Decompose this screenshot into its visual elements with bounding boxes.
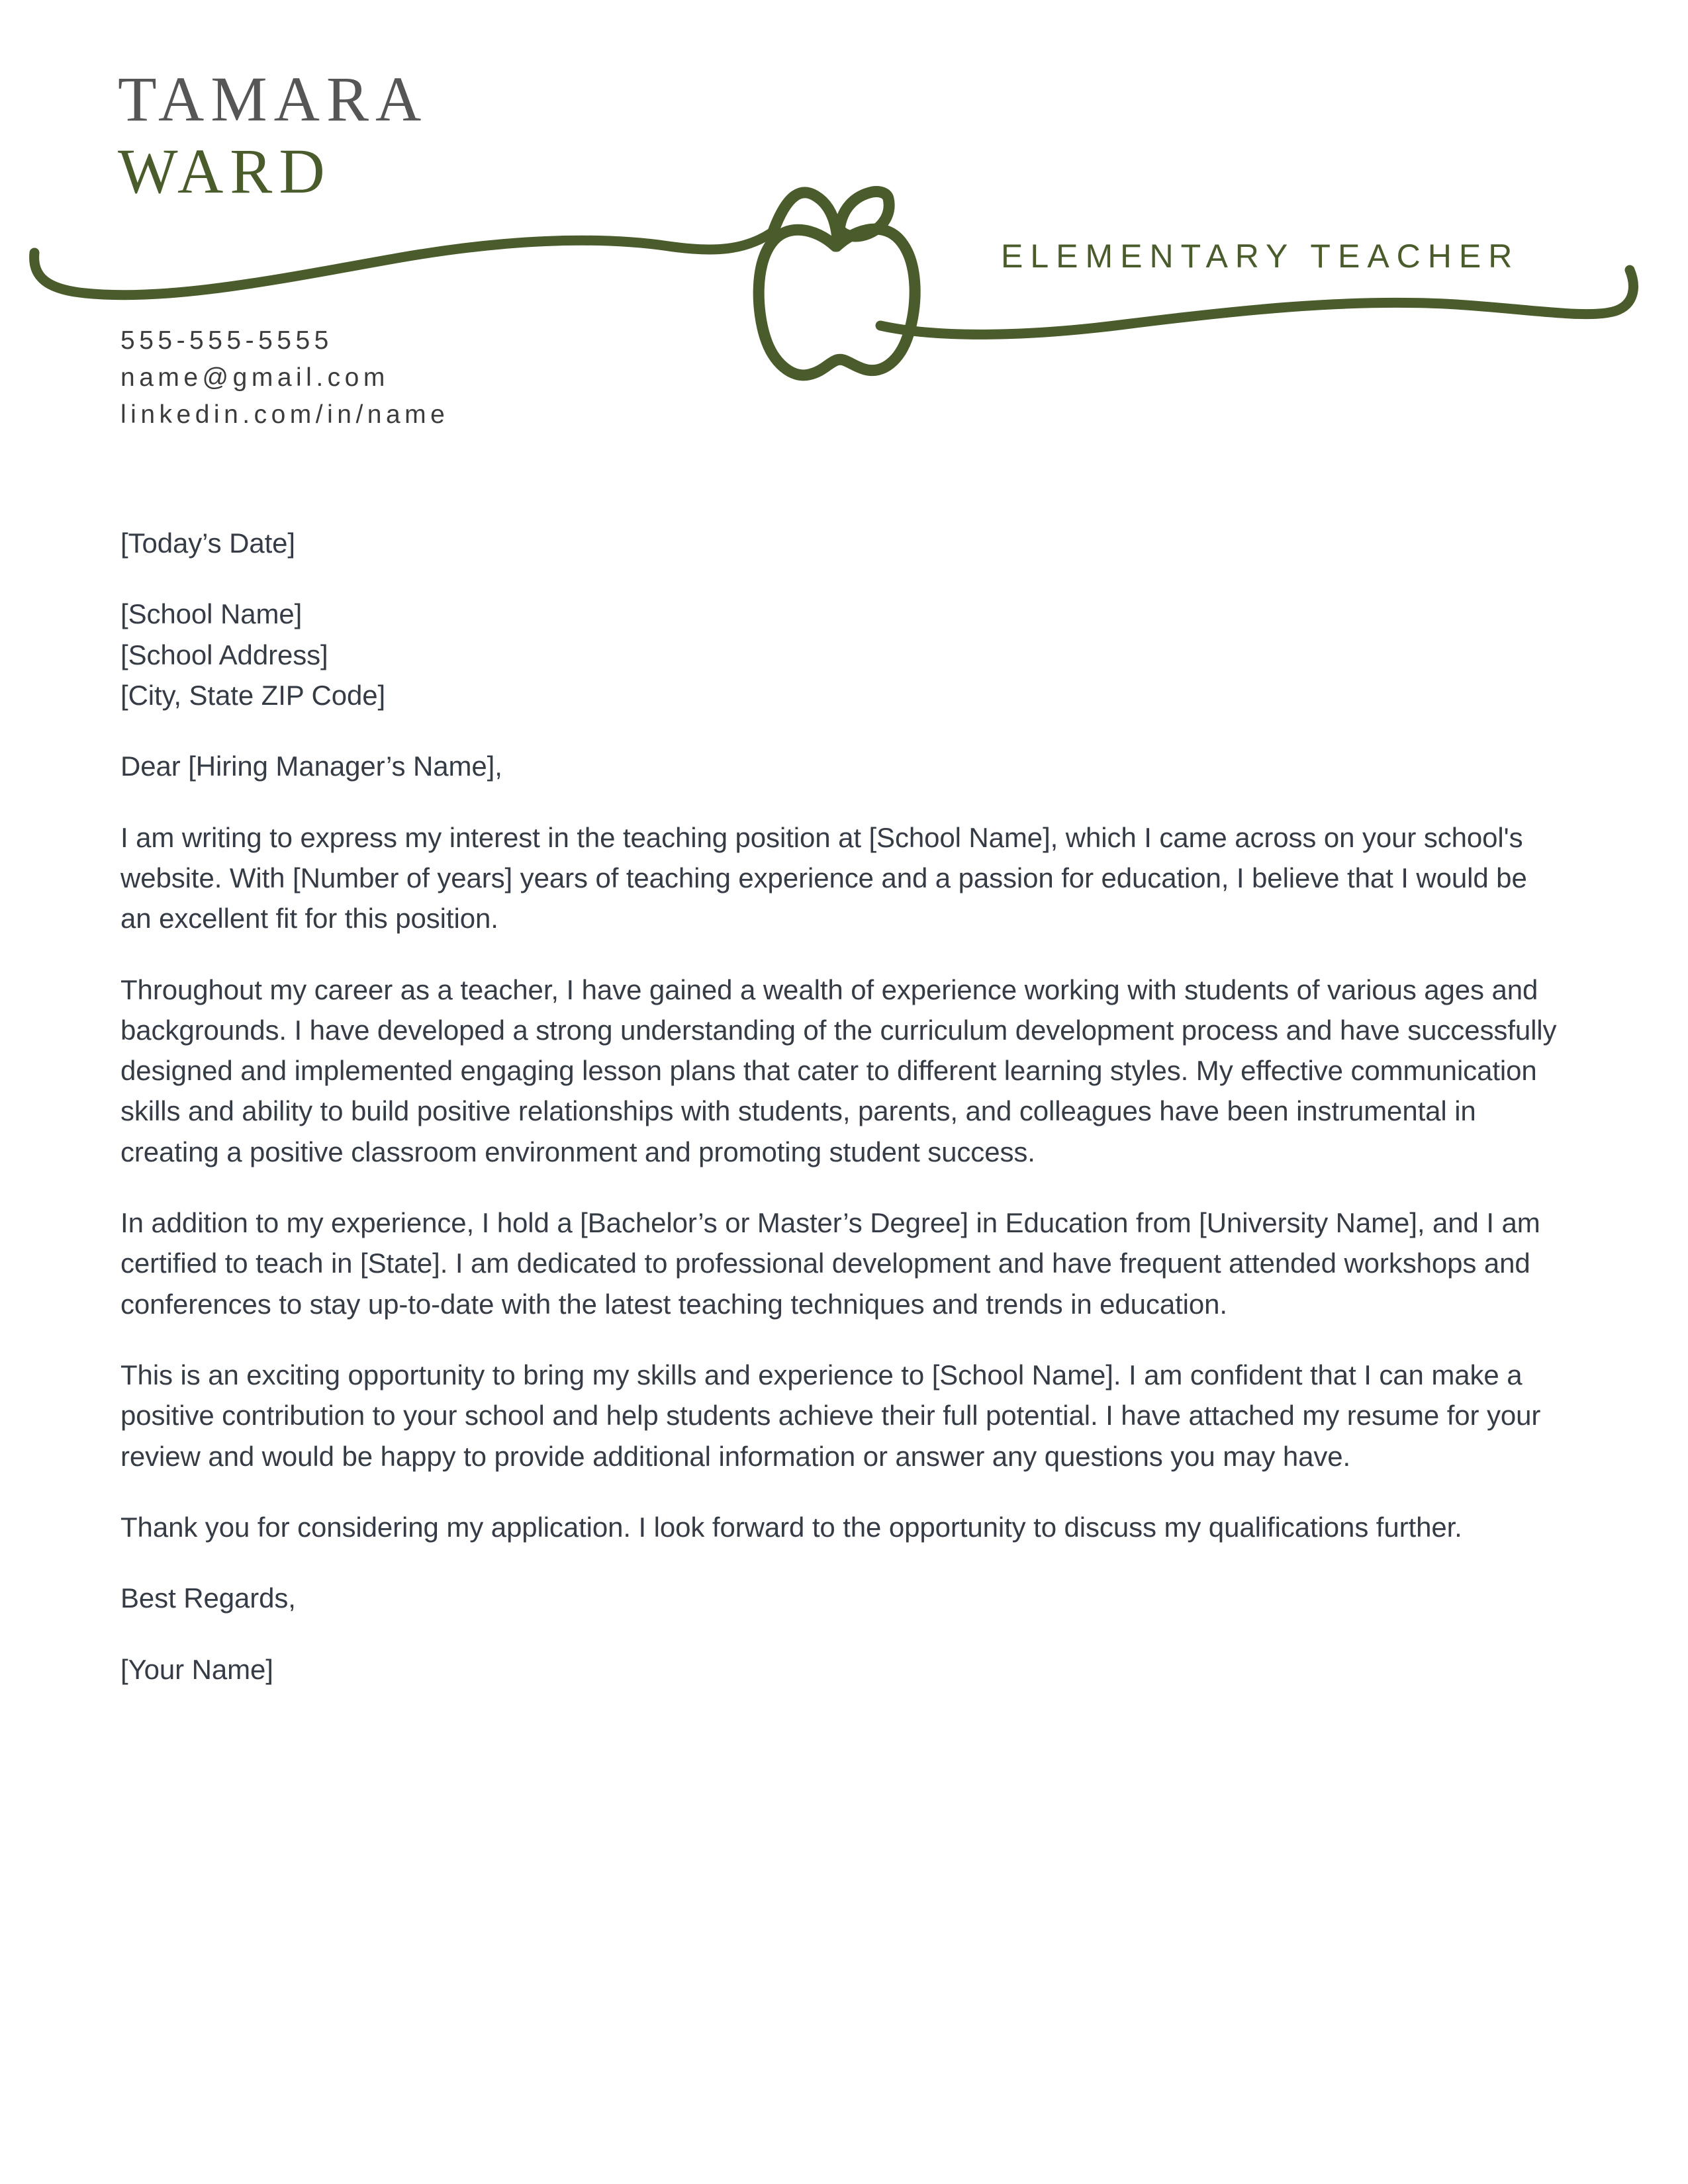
body-paragraph-3: In addition to my experience, I hold a [Bachelor’s or Master’s Degree] in Education from [University Name], and I am certified to teach in [State]. I am dedicated to professional development and have frequent attended workshops and conferences to stay up-to-date with the latest teaching techniques and trends in education. (120, 1207, 1540, 1320)
job-title: ELEMENTARY TEACHER (1001, 238, 1520, 275)
recipient-city-state-zip: [City, State ZIP Code] (120, 679, 386, 711)
email-address[interactable]: name@gmail.com (120, 363, 389, 392)
body-paragraph-2: Throughout my career as a teacher, I have gained a wealth of experience working with students of various ages and backgrounds. I have developed a strong understanding of the curriculum development process and have successfully designed and implemented engaging lesson plans that cater to different learning styles. My effective communication skills and ability to build positive relationships with students, parents, and colleagues have been instrumental in creating a positive classroom environment and promoting student success. (120, 974, 1557, 1167)
contact-block (120, 322, 449, 433)
signature-block (120, 1649, 1564, 1690)
applicant-name (118, 63, 428, 208)
signature-name: [Your Name] (120, 1653, 273, 1685)
letter-body (120, 523, 1564, 1690)
body-paragraph-5: Thank you for considering my application. I look forward to the opportunity to discuss my qualifications further. (120, 1511, 1462, 1543)
linkedin-url[interactable]: linkedin.com/in/name (120, 400, 449, 430)
closing-text: Best Regards, (120, 1582, 296, 1614)
date-block (120, 523, 1564, 563)
letterhead (0, 0, 1688, 344)
first-name: TAMARA (118, 64, 428, 134)
body-paragraph-1: I am writing to express my interest in the teaching position at [School Name], which I came across on your school's website. With [Number of years] years of teaching experience and a passion for education, I believe that I would be an excellent fit for this position. (120, 821, 1527, 934)
phone-number[interactable]: 555-555-5555 (120, 326, 333, 355)
recipient-school-address: [School Address] (120, 639, 328, 670)
salutation (120, 746, 1564, 786)
closing-block (120, 1578, 1564, 1618)
letter-date: [Today’s Date] (120, 527, 295, 559)
body-paragraph-4: This is an exciting opportunity to bring my skills and experience to [School Name]. I am confident that I can make a positive contribution to your school and help students achieve their full potential. I have attached my resume for your review and would be happy to provide additional information or answer any questions you may have. (120, 1359, 1541, 1472)
recipient-school-name: [School Name] (120, 598, 303, 630)
recipient-block (120, 594, 1564, 715)
last-name: WARD (118, 136, 332, 207)
apple-icon (759, 191, 915, 375)
salutation-text: Dear [Hiring Manager’s Name], (120, 751, 502, 782)
